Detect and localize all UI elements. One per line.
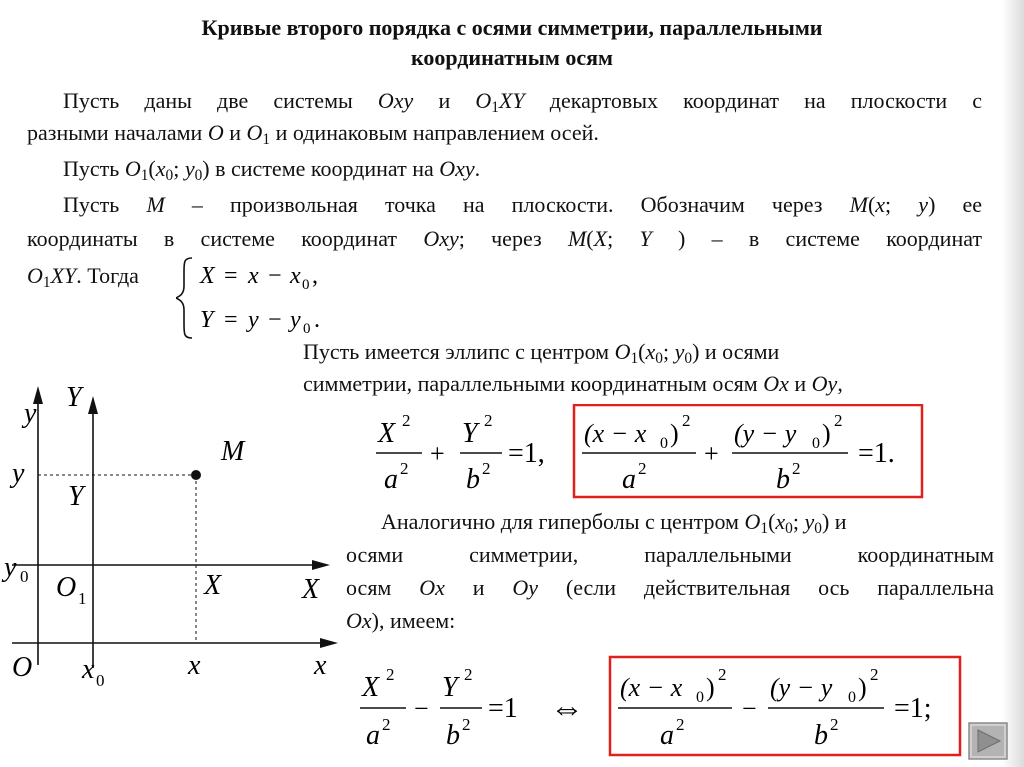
hyp-b: b bbox=[446, 720, 460, 751]
sys-eq2-sub: 0 bbox=[303, 321, 311, 337]
label-M: M bbox=[221, 436, 245, 467]
hyp-minus: − bbox=[414, 694, 429, 723]
sys-eq2-dot: . bbox=[314, 307, 320, 333]
label-X-axis: X bbox=[302, 574, 320, 605]
sys-eq2-y: y bbox=[248, 307, 259, 333]
ellipse-formulas bbox=[370, 404, 930, 500]
sys-eq2-Y: Y bbox=[200, 307, 214, 333]
sys-eq1-sub: 0 bbox=[302, 277, 310, 293]
coordinate-systems-graph bbox=[0, 380, 345, 700]
hyp-eq1: =1 bbox=[488, 693, 518, 724]
ell-a-sq: 2 bbox=[400, 459, 409, 478]
hyp-a2-sq: 2 bbox=[676, 715, 685, 734]
ell-xx0-close: ) bbox=[670, 419, 679, 448]
label-X-tick: X bbox=[204, 570, 222, 601]
ell-Y-sq: 2 bbox=[484, 411, 493, 430]
hyp-minus-2: − bbox=[742, 694, 757, 723]
paragraph-point-line-1: Пусть M – произвольная точка на плоскости. Обозначим через M(x; y) ее bbox=[63, 192, 983, 217]
ellipse-text-line-2: симметрии, параллельными координатным осям Ox и Oy, bbox=[303, 371, 843, 396]
sys-eq1-equals: = bbox=[224, 263, 238, 289]
ell-plus: + bbox=[430, 439, 445, 468]
ell-X-sq: 2 bbox=[402, 411, 411, 430]
hyp-xx0-sq: 2 bbox=[718, 665, 727, 684]
next-arrow-icon bbox=[968, 722, 1008, 760]
paragraph-point-line-3: $O_1XY$. Тогда bbox=[27, 263, 139, 291]
hyp-b-sq: 2 bbox=[462, 715, 471, 734]
page-edge-shadow bbox=[1002, 0, 1024, 767]
ell-b2: b bbox=[776, 464, 790, 495]
hyp-xx0-close: ) bbox=[706, 673, 715, 702]
sys-eq1-X: X bbox=[200, 263, 215, 289]
label-x0-sub: 0 bbox=[96, 671, 105, 690]
next-slide-button[interactable] bbox=[968, 722, 1008, 760]
hyp-a2: a bbox=[660, 720, 674, 751]
left-brace bbox=[176, 258, 192, 338]
ox-arrowhead bbox=[320, 638, 338, 648]
hyp-b2: b bbox=[814, 720, 828, 751]
slide-title-line-1: Кривые второго порядка с осями симметрии, параллельными bbox=[201, 15, 823, 40]
slide-title-line-2: координатным осям bbox=[410, 45, 614, 70]
hyp-Y: Y bbox=[442, 672, 458, 703]
label-y0-sub: 0 bbox=[20, 567, 29, 586]
ell-yy0-close: ) bbox=[822, 419, 831, 448]
hyperbola-text-line-3: осям Ox и Oy (если действительная ось параллельна bbox=[346, 575, 995, 600]
label-x-tick: x bbox=[188, 650, 201, 681]
ell-X: X bbox=[378, 418, 396, 449]
ell-plus-2: + bbox=[704, 439, 719, 468]
ell-b-sq: 2 bbox=[482, 459, 491, 478]
ell-eq1b: =1. bbox=[858, 438, 895, 469]
hyp-X: X bbox=[362, 672, 380, 703]
ell-a2: a bbox=[622, 464, 636, 495]
hyp-eq1d: =1; bbox=[894, 693, 932, 724]
label-y-axis: y bbox=[24, 398, 37, 429]
hyperbola-text-line-1: Аналогично для гиперболы с центром $O_1(x_0$; $y_0$) и bbox=[381, 509, 847, 537]
label-y-tick: y bbox=[12, 458, 25, 489]
ellipse-text-line-1: Пусть имеется эллипс с центром $O_1(x_0$; $y_0$) и осями bbox=[303, 339, 780, 367]
ell-Y: Y bbox=[462, 418, 478, 449]
O1X-arrowhead bbox=[312, 560, 330, 570]
sys-eq2-equals: = bbox=[224, 307, 238, 333]
ell-xx0: (x − x bbox=[584, 419, 647, 448]
hyp-b2-sq: 2 bbox=[830, 715, 839, 734]
sys-eq1-comma: , bbox=[312, 263, 318, 289]
ell-yy0-sq: 2 bbox=[834, 411, 843, 430]
hyp-a-sq: 2 bbox=[382, 715, 391, 734]
label-O1: O bbox=[56, 572, 77, 603]
hyperbola-formulas bbox=[352, 654, 968, 760]
ell-a: a bbox=[384, 464, 398, 495]
ell-yy0-sub: 0 bbox=[812, 435, 820, 452]
ell-xx0-sub: 0 bbox=[660, 435, 668, 452]
ell-eq1: =1, bbox=[508, 438, 545, 469]
hyp-X-sq: 2 bbox=[386, 665, 395, 684]
sys-eq1-x: x bbox=[248, 263, 259, 289]
hyp-yy0-sub: 0 bbox=[848, 689, 856, 706]
coordinate-transform-system bbox=[176, 252, 376, 344]
label-O1-sub: 1 bbox=[78, 589, 87, 608]
ell-xx0-sq: 2 bbox=[682, 411, 691, 430]
paragraph-systems: Пусть даны две системы Oxy и $O_1XY$ декартовых координат на плоскости с bbox=[63, 88, 982, 116]
ell-a2-sq: 2 bbox=[638, 459, 647, 478]
hyp-yy0: (y − y bbox=[770, 673, 833, 702]
sys-eq1-minus: − bbox=[268, 263, 282, 289]
hyp-Y-sq: 2 bbox=[464, 665, 473, 684]
label-x-axis: x bbox=[314, 650, 327, 681]
sys-eq1-x0: x bbox=[290, 263, 301, 289]
paragraph-point-line-2: координаты в системе координат Oxy; через M(X; Y ) – в системе координат bbox=[27, 226, 983, 251]
ell-b2-sq: 2 bbox=[792, 459, 801, 478]
hyp-xx0: (x − x bbox=[620, 673, 683, 702]
sys-eq2-y0: y bbox=[290, 307, 301, 333]
hyp-a: a bbox=[366, 720, 380, 751]
O1Y-arrowhead bbox=[88, 396, 98, 414]
label-x0: x bbox=[82, 654, 95, 685]
paragraph-systems-line-2: разными началами O и $O_1$ и одинаковым направлением осей. bbox=[27, 120, 599, 148]
equivalence-arrow: ⇔ bbox=[550, 690, 584, 727]
ell-b: b bbox=[466, 464, 480, 495]
hyp-xx0-sub: 0 bbox=[696, 689, 704, 706]
label-y0: y bbox=[4, 552, 17, 583]
hyperbola-text-line-2: осями симметрии, параллельными координатным bbox=[346, 542, 994, 567]
hyperbola-text-line-4: Ox), имеем: bbox=[346, 608, 456, 633]
label-Y-axis: Y bbox=[66, 382, 82, 413]
ell-yy0: (y − y bbox=[734, 419, 797, 448]
point-M bbox=[191, 470, 201, 480]
paragraph-origin: Пусть $O_1(x_0$; $y_0$) в системе координат на Oxy. bbox=[63, 156, 481, 184]
sys-eq2-minus: − bbox=[268, 307, 282, 333]
label-O: O bbox=[12, 652, 33, 683]
hyp-yy0-close: ) bbox=[858, 673, 867, 702]
hyp-yy0-sq: 2 bbox=[870, 665, 879, 684]
label-Y-tick: Y bbox=[68, 481, 84, 512]
